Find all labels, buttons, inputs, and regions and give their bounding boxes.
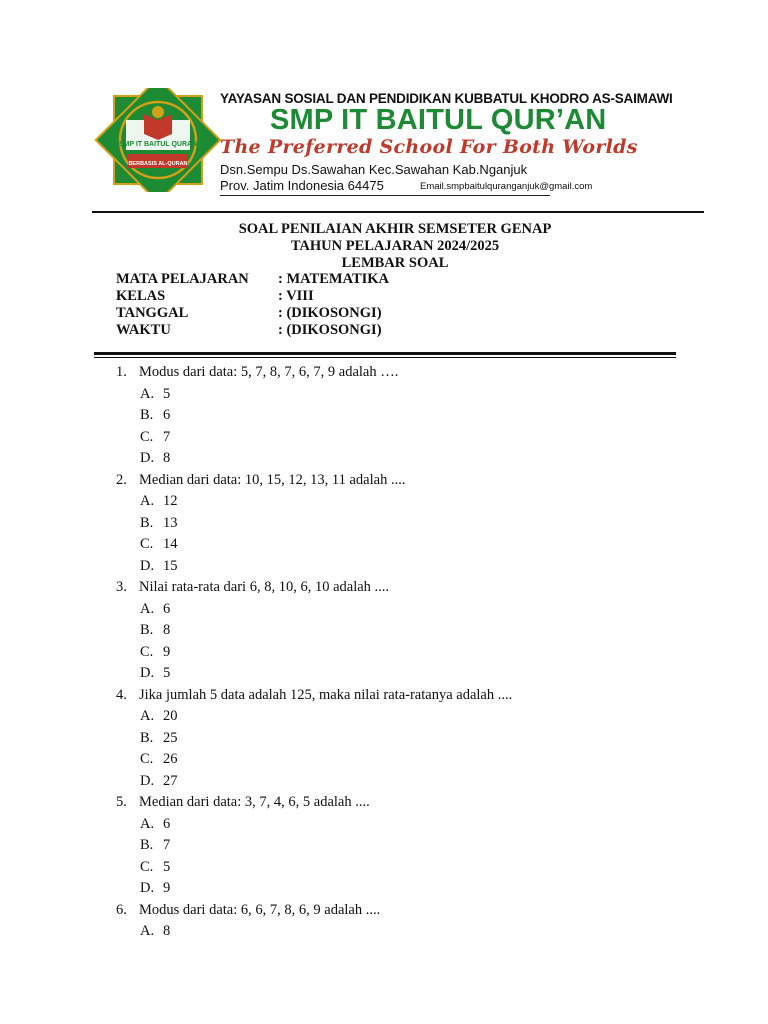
question-list bbox=[116, 362, 716, 943]
answer-option bbox=[116, 706, 716, 728]
logo-subtext: BERBASIS AL-QURAN bbox=[128, 161, 188, 167]
question-number: 2. bbox=[116, 471, 127, 488]
option-letter: A. bbox=[140, 815, 155, 832]
option-letter: C. bbox=[140, 858, 154, 875]
question-text: Nilai rata-rata dari 6, 8, 10, 6, 10 adalah .... bbox=[139, 579, 390, 595]
info-label: WAKTU bbox=[116, 322, 171, 338]
academic-year: TAHUN PELAJARAN 2024/2025 bbox=[290, 238, 500, 254]
info-value: : VIII bbox=[278, 288, 314, 304]
option-letter: A. bbox=[140, 493, 155, 509]
question-text: Median dari data: 10, 15, 12, 13, 11 adalah .... bbox=[139, 471, 406, 488]
answer-option bbox=[116, 814, 716, 836]
option-text: 13 bbox=[163, 514, 178, 531]
info-row-class bbox=[116, 288, 389, 305]
option-letter: D. bbox=[140, 665, 155, 681]
option-text: 14 bbox=[163, 536, 178, 552]
answer-option bbox=[116, 749, 716, 771]
question-text: Median dari data: 3, 7, 4, 6, 5 adalah .... bbox=[139, 794, 370, 810]
answer-option bbox=[116, 427, 716, 449]
info-row-time bbox=[116, 322, 389, 339]
option-letter: C. bbox=[140, 428, 154, 445]
question-number: 4. bbox=[116, 686, 127, 703]
option-text: 6 bbox=[163, 407, 171, 423]
option-text: 27 bbox=[163, 772, 178, 789]
option-letter: A. bbox=[140, 600, 155, 617]
option-text: 8 bbox=[163, 622, 171, 638]
school-tagline: The Preferred School For Both Worlds bbox=[220, 136, 638, 158]
question-5 bbox=[116, 792, 716, 900]
option-letter: A. bbox=[140, 708, 155, 724]
logo-text: SMP IT BAITUL QURAN bbox=[118, 141, 198, 148]
option-text: 25 bbox=[163, 729, 178, 746]
option-letter: C. bbox=[140, 643, 154, 660]
info-row-date bbox=[116, 305, 389, 322]
info-row-subject bbox=[116, 271, 389, 288]
answer-option bbox=[116, 771, 716, 793]
section-divider-thick bbox=[94, 352, 676, 355]
option-text: 8 bbox=[163, 923, 171, 939]
option-letter: D. bbox=[140, 880, 155, 896]
answer-option bbox=[116, 921, 716, 943]
address-line-2: Prov. Jatim Indonesia 64475 bbox=[220, 178, 384, 193]
header-underline bbox=[220, 195, 550, 196]
option-letter: A. bbox=[140, 385, 155, 402]
option-letter: D. bbox=[140, 557, 155, 574]
answer-option bbox=[116, 405, 716, 427]
header-divider bbox=[92, 211, 704, 213]
answer-option bbox=[116, 835, 716, 857]
question-2 bbox=[116, 470, 716, 578]
option-letter: B. bbox=[140, 407, 154, 423]
question-text: Modus dari data: 6, 6, 7, 8, 6, 9 adalah .... bbox=[139, 901, 381, 918]
info-label: KELAS bbox=[116, 288, 166, 304]
answer-option bbox=[116, 513, 716, 535]
option-text: 9 bbox=[163, 643, 171, 660]
school-email: Email.smpbaitulquranganjuk@gmail.com bbox=[420, 181, 593, 192]
question-number: 1. bbox=[116, 364, 127, 380]
answer-option bbox=[116, 728, 716, 750]
exam-title: SOAL PENILAIAN AKHIR SEMSETER GENAP bbox=[238, 221, 552, 237]
info-value: : (DIKOSONGI) bbox=[278, 305, 382, 321]
answer-option bbox=[116, 384, 716, 406]
option-letter: D. bbox=[140, 772, 155, 789]
sheet-title: LEMBAR SOAL bbox=[341, 255, 449, 271]
option-text: 20 bbox=[163, 708, 178, 724]
answer-option bbox=[116, 642, 716, 664]
question-1 bbox=[116, 362, 716, 470]
section-divider-thin bbox=[94, 357, 676, 358]
option-text: 7 bbox=[163, 428, 171, 445]
answer-option bbox=[116, 663, 716, 685]
question-text: Modus dari data: 5, 7, 8, 7, 6, 7, 9 adalah …. bbox=[139, 364, 399, 380]
option-text: 8 bbox=[163, 450, 171, 466]
school-name: SMP IT BAITUL QUR’AN bbox=[270, 104, 607, 136]
question-number: 5. bbox=[116, 794, 127, 810]
address-line-1: Dsn.Sempu Ds.Sawahan Kec.Sawahan Kab.Nganjuk bbox=[220, 162, 528, 177]
answer-option bbox=[116, 448, 716, 470]
question-6 bbox=[116, 900, 716, 943]
option-text: 9 bbox=[163, 880, 171, 896]
option-letter: D. bbox=[140, 450, 155, 466]
info-value: : (DIKOSONGI) bbox=[278, 322, 382, 338]
answer-option bbox=[116, 534, 716, 556]
question-3 bbox=[116, 577, 716, 685]
option-letter: B. bbox=[140, 514, 154, 531]
exam-title-block bbox=[0, 221, 768, 272]
exam-info bbox=[116, 271, 389, 339]
option-text: 5 bbox=[163, 385, 171, 402]
option-letter: A. bbox=[140, 923, 155, 939]
question-number: 3. bbox=[116, 579, 127, 595]
info-label: TANGGAL bbox=[116, 305, 189, 321]
question-4 bbox=[116, 685, 716, 793]
info-value: : MATEMATIKA bbox=[278, 271, 390, 287]
answer-option bbox=[116, 556, 716, 578]
option-text: 6 bbox=[163, 815, 171, 832]
option-letter: B. bbox=[140, 729, 154, 746]
option-text: 26 bbox=[163, 751, 178, 767]
option-text: 6 bbox=[163, 600, 171, 617]
option-letter: B. bbox=[140, 622, 154, 638]
option-text: 5 bbox=[163, 858, 171, 875]
question-number: 6. bbox=[116, 901, 127, 918]
option-text: 15 bbox=[163, 557, 178, 574]
foundation-name: YAYASAN SOSIAL DAN PENDIDIKAN KUBBATUL KHODRO AS-SAIMAWI bbox=[220, 91, 673, 106]
option-letter: B. bbox=[140, 837, 154, 853]
answer-option bbox=[116, 491, 716, 513]
answer-option bbox=[116, 857, 716, 879]
option-letter: C. bbox=[140, 536, 154, 552]
option-text: 7 bbox=[163, 837, 171, 853]
school-logo bbox=[92, 88, 224, 192]
question-text: Jika jumlah 5 data adalah 125, maka nilai rata-ratanya adalah .... bbox=[139, 686, 513, 703]
option-text: 12 bbox=[163, 493, 178, 509]
answer-option bbox=[116, 620, 716, 642]
answer-option bbox=[116, 878, 716, 900]
info-label: MATA PELAJARAN bbox=[116, 271, 249, 287]
option-letter: C. bbox=[140, 751, 154, 767]
option-text: 5 bbox=[163, 665, 171, 681]
answer-option bbox=[116, 599, 716, 621]
